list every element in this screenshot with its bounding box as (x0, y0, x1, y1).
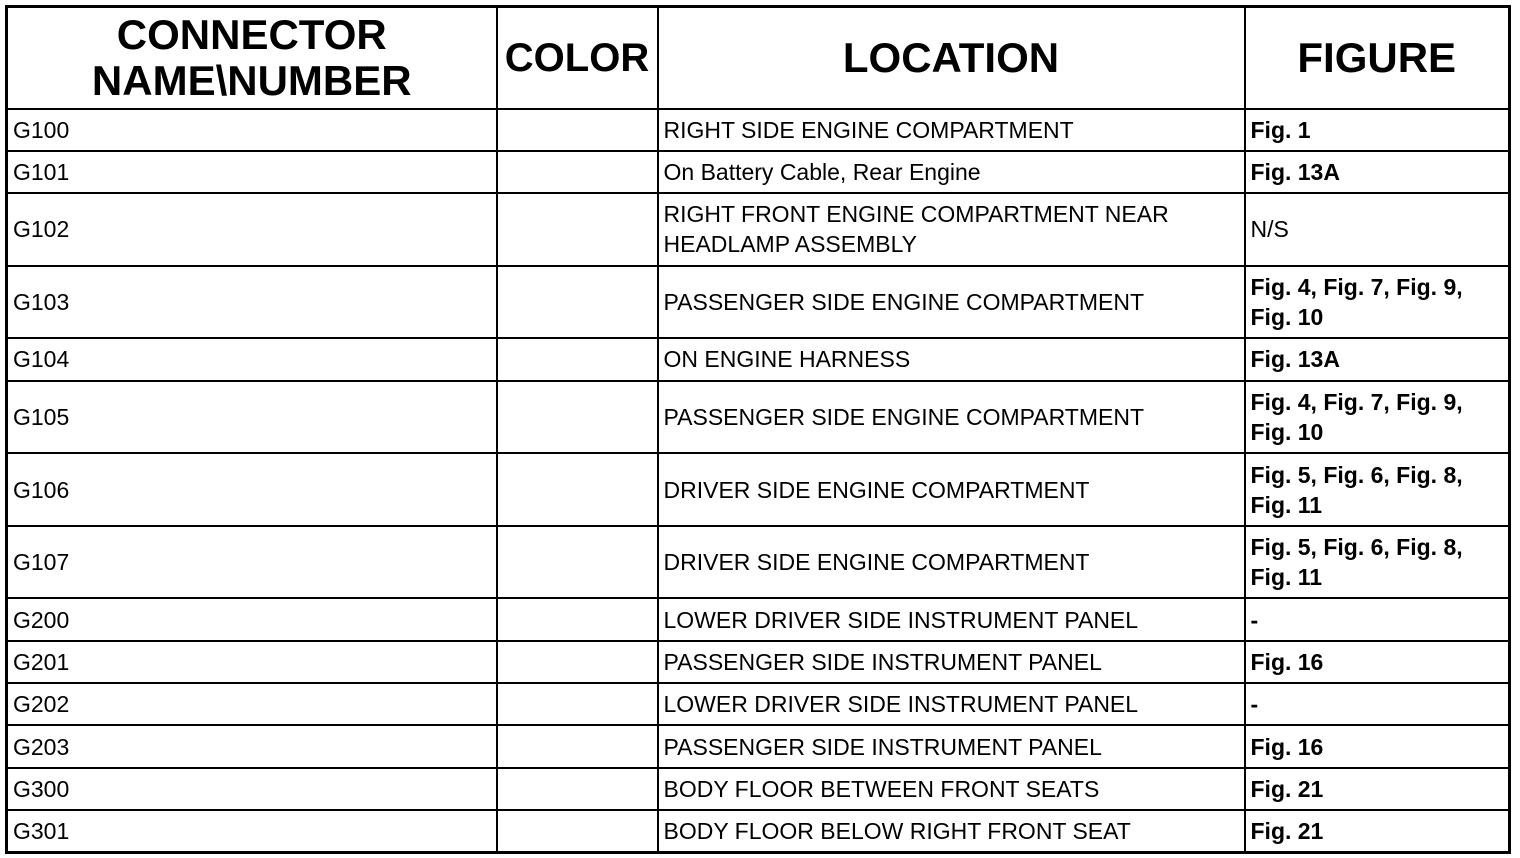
cell-location: RIGHT FRONT ENGINE COMPARTMENT NEAR HEADLAMP ASSEMBLY (658, 193, 1245, 266)
cell-connector: G104 (7, 338, 497, 380)
cell-location: ON ENGINE HARNESS (658, 338, 1245, 380)
table-row (7, 768, 1510, 810)
cell-connector: G100 (7, 109, 497, 151)
cell-figure: Fig. 16 (1245, 725, 1510, 767)
table-row (7, 151, 1510, 193)
cell-location: BODY FLOOR BETWEEN FRONT SEATS (658, 768, 1245, 810)
cell-location: LOWER DRIVER SIDE INSTRUMENT PANEL (658, 598, 1245, 640)
cell-location: PASSENGER SIDE INSTRUMENT PANEL (658, 725, 1245, 767)
cell-color (497, 453, 658, 526)
cell-location: LOWER DRIVER SIDE INSTRUMENT PANEL (658, 683, 1245, 725)
cell-figure: Fig. 4, Fig. 7, Fig. 9, Fig. 10 (1245, 381, 1510, 454)
cell-location: PASSENGER SIDE INSTRUMENT PANEL (658, 641, 1245, 683)
cell-figure: - (1245, 683, 1510, 725)
table-row (7, 641, 1510, 683)
cell-color (497, 109, 658, 151)
table-row (7, 381, 1510, 454)
cell-color (497, 725, 658, 767)
cell-figure: Fig. 13A (1245, 151, 1510, 193)
cell-color (497, 151, 658, 193)
cell-figure: Fig. 21 (1245, 768, 1510, 810)
cell-connector: G300 (7, 768, 497, 810)
cell-location: On Battery Cable, Rear Engine (658, 151, 1245, 193)
cell-color (497, 338, 658, 380)
cell-figure: Fig. 21 (1245, 810, 1510, 852)
cell-connector: G202 (7, 683, 497, 725)
table-row (7, 725, 1510, 767)
cell-connector: G201 (7, 641, 497, 683)
table-row (7, 683, 1510, 725)
connector-table (5, 5, 1511, 854)
cell-connector: G107 (7, 526, 497, 599)
cell-location: PASSENGER SIDE ENGINE COMPARTMENT (658, 266, 1245, 339)
cell-figure: Fig. 16 (1245, 641, 1510, 683)
cell-figure: Fig. 1 (1245, 109, 1510, 151)
cell-color (497, 683, 658, 725)
cell-connector: G200 (7, 598, 497, 640)
table-row (7, 526, 1510, 599)
cell-color (497, 266, 658, 339)
cell-connector: G101 (7, 151, 497, 193)
cell-color (497, 641, 658, 683)
table-row (7, 810, 1510, 852)
header-figure: FIGURE (1245, 7, 1510, 109)
table-row (7, 266, 1510, 339)
connector-table-container (5, 5, 1508, 854)
header-connector-line1: CONNECTOR (116, 10, 387, 58)
cell-figure: Fig. 4, Fig. 7, Fig. 9, Fig. 10 (1245, 266, 1510, 339)
table-row (7, 109, 1510, 151)
cell-location: DRIVER SIDE ENGINE COMPARTMENT (658, 526, 1245, 599)
cell-color (497, 193, 658, 266)
cell-location: RIGHT SIDE ENGINE COMPARTMENT (658, 109, 1245, 151)
cell-figure: Fig. 13A (1245, 338, 1510, 380)
table-row (7, 453, 1510, 526)
cell-connector: G106 (7, 453, 497, 526)
cell-location: DRIVER SIDE ENGINE COMPARTMENT (658, 453, 1245, 526)
cell-connector: G105 (7, 381, 497, 454)
table-row (7, 338, 1510, 380)
cell-figure: - (1245, 598, 1510, 640)
cell-connector: G203 (7, 725, 497, 767)
cell-location: PASSENGER SIDE ENGINE COMPARTMENT (658, 381, 1245, 454)
cell-location: BODY FLOOR BELOW RIGHT FRONT SEAT (658, 810, 1245, 852)
header-location: LOCATION (658, 7, 1245, 109)
header-color: COLOR (497, 7, 658, 109)
header-connector-line2: NAME\NUMBER (91, 56, 412, 104)
cell-color (497, 810, 658, 852)
cell-color (497, 768, 658, 810)
header-row (7, 7, 1510, 109)
cell-color (497, 526, 658, 599)
table-row (7, 193, 1510, 266)
table-row (7, 598, 1510, 640)
cell-figure: Fig. 5, Fig. 6, Fig. 8, Fig. 11 (1245, 526, 1510, 599)
cell-figure: Fig. 5, Fig. 6, Fig. 8, Fig. 11 (1245, 453, 1510, 526)
cell-figure: N/S (1245, 193, 1510, 266)
header-connector (7, 7, 497, 109)
cell-color (497, 381, 658, 454)
cell-connector: G103 (7, 266, 497, 339)
cell-connector: G102 (7, 193, 497, 266)
cell-color (497, 598, 658, 640)
cell-connector: G301 (7, 810, 497, 852)
